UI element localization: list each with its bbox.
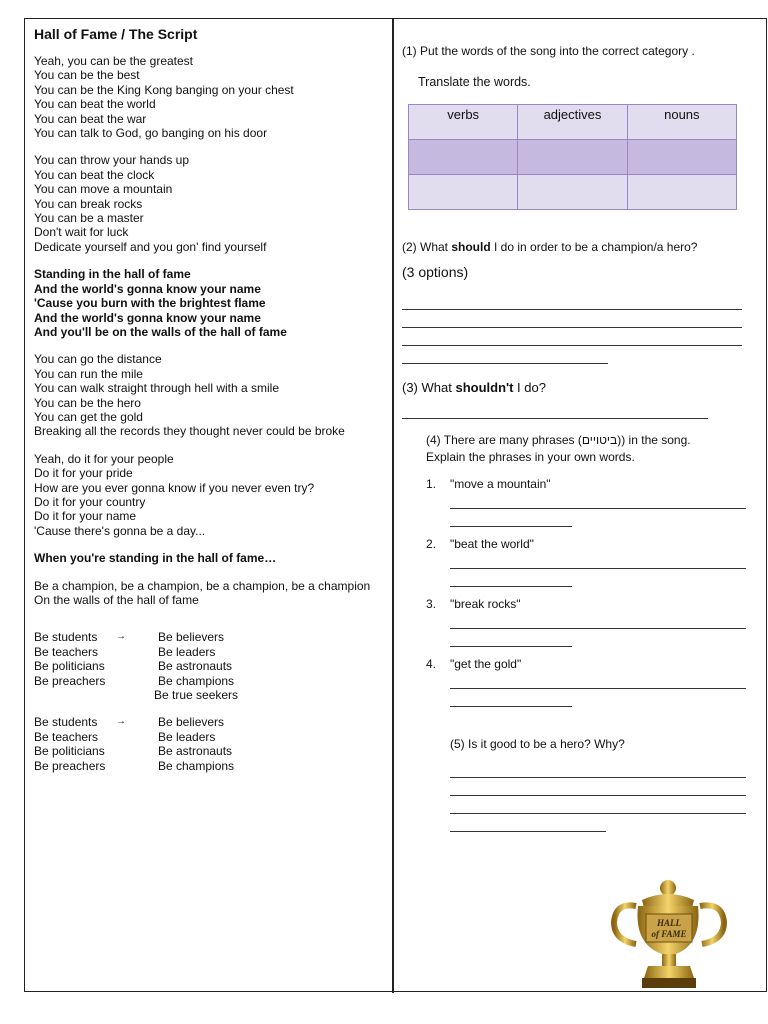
- lyric-line: Dedicate yourself and you gon' find yourself: [34, 239, 267, 254]
- trophy-label-1: HALL: [657, 918, 681, 928]
- lyric-line: 'Cause you burn with the brightest flame: [34, 296, 266, 311]
- arrow-icon: →: [116, 631, 126, 643]
- table-cell[interactable]: [409, 175, 518, 210]
- lyric-line: Do it for your country: [34, 494, 146, 509]
- pairs-block-1: [34, 630, 390, 702]
- answer-line[interactable]: [402, 310, 742, 328]
- answer-line[interactable]: [402, 328, 742, 346]
- trophy-label-2: of FAME: [651, 929, 687, 939]
- question-2: (2) What should I do in order to be a champion/a hero?: [402, 240, 698, 254]
- answer-line[interactable]: [450, 760, 746, 778]
- question-2-sub: (3 options): [402, 264, 469, 280]
- answer-lines: [450, 611, 746, 647]
- lyric-line: You can be the best: [34, 68, 140, 83]
- pair-row: [34, 759, 390, 773]
- phrase-item: 3. "break rocks": [402, 597, 752, 647]
- answer-lines: [450, 551, 746, 587]
- lyric-line: On the walls of the hall of fame: [34, 593, 199, 607]
- pair-row: [34, 715, 390, 729]
- lyric-line: You can walk straight through hell with a smile: [34, 381, 280, 396]
- lyric-line: Yeah, you can be the greatest: [34, 54, 194, 68]
- lyric-line: When you're standing in the hall of fame…: [34, 551, 277, 566]
- lyric-line: You can go the distance: [34, 352, 162, 367]
- pair-left: Be politicians: [34, 744, 105, 759]
- pair-row: [34, 659, 390, 673]
- stanza-3: [34, 352, 390, 438]
- pair-left: Be teachers: [34, 729, 99, 744]
- lyric-line: Do it for your name: [34, 509, 137, 524]
- phrase-item: 1. "move a mountain": [402, 477, 752, 527]
- phrase-item: 4. "get the gold": [402, 657, 752, 707]
- lyric-line: You can beat the war: [34, 111, 147, 126]
- pair-row: [34, 688, 390, 702]
- answer-lines: [450, 491, 746, 527]
- lyric-line: How are you ever gonna know if you never even try?: [34, 480, 315, 495]
- pair-right: Be believers: [158, 715, 225, 730]
- table-cell[interactable]: [627, 140, 736, 175]
- lyric-line: You can throw your hands up: [34, 153, 189, 168]
- answer-lines-3: [402, 401, 708, 419]
- lyric-line: Yeah, do it for your people: [34, 451, 174, 466]
- lyric-line: You can be the hero: [34, 395, 141, 410]
- answer-line[interactable]: [450, 814, 606, 832]
- lyric-line: You can beat the world: [34, 97, 156, 112]
- answer-line[interactable]: [450, 551, 746, 569]
- trophy-handle-left: [614, 905, 636, 944]
- pair-right: Be leaders: [158, 644, 216, 659]
- pair-right: Be astronauts: [158, 659, 233, 674]
- question-4-line1: (4) There are many phrases (ביטויים)) in the song.: [426, 433, 691, 447]
- pair-right: Be true seekers: [154, 688, 239, 703]
- trophy-stem: [662, 954, 676, 966]
- pair-right: Be astronauts: [158, 744, 233, 759]
- pair-left: Be politicians: [34, 659, 105, 674]
- trophy-lid: [660, 880, 676, 896]
- lyric-line: 'Cause there's gonna be a day...: [34, 523, 206, 538]
- table-cell[interactable]: [627, 175, 736, 210]
- lyric-line: You can beat the clock: [34, 167, 155, 182]
- pair-left: Be students: [34, 630, 98, 645]
- answer-lines-2: [402, 292, 742, 364]
- pairs-block-2: [34, 715, 390, 773]
- trophy-icon: [606, 878, 744, 990]
- lyric-line: You can talk to God, go banging on his door: [34, 126, 268, 141]
- answer-lines: [450, 671, 746, 707]
- question-1-text: (1) Put the words of the song into the correct category .: [402, 44, 695, 58]
- question-4-line2: Explain the phrases in your own words.: [426, 450, 635, 464]
- lyrics-column: [34, 26, 390, 786]
- column-divider: [392, 18, 394, 993]
- category-table: [408, 104, 737, 210]
- question-5: (5) Is it good to be a hero? Why?: [450, 737, 625, 751]
- answer-line[interactable]: [450, 569, 572, 587]
- answer-line[interactable]: [450, 629, 572, 647]
- lyric-line: And the world's gonna know your name: [34, 310, 261, 325]
- lyric-line: Standing in the hall of fame: [34, 267, 191, 282]
- header-adjectives: adjectives: [518, 105, 627, 140]
- answer-line[interactable]: [450, 611, 746, 629]
- pair-row: [34, 630, 390, 644]
- arrow-icon: →: [116, 716, 126, 728]
- lyric-line: You can get the gold: [34, 409, 143, 424]
- lyric-line: And you'll be on the walls of the hall of fame: [34, 324, 287, 339]
- trophy-base: [644, 966, 694, 978]
- translate-instruction: Translate the words.: [418, 75, 531, 89]
- table-header-row: [409, 105, 737, 140]
- table-row: [409, 175, 737, 210]
- phrase-item: 2. "beat the world": [402, 537, 752, 587]
- pair-left: Be preachers: [34, 758, 106, 773]
- chorus: [34, 267, 390, 339]
- stanza-2: [34, 153, 390, 254]
- answer-line[interactable]: [450, 689, 572, 707]
- champion-stanza: [34, 579, 390, 608]
- table-cell[interactable]: [409, 140, 518, 175]
- pair-left: Be preachers: [34, 673, 106, 688]
- pair-right: Be believers: [158, 630, 225, 645]
- lyric-line: Do it for your pride: [34, 466, 133, 481]
- lyric-line: You can be a master: [34, 211, 144, 226]
- answer-line[interactable]: [402, 346, 608, 364]
- pair-right: Be champions: [158, 673, 235, 688]
- pair-right: Be leaders: [158, 729, 216, 744]
- pair-row: [34, 674, 390, 688]
- phrase-list: [402, 477, 752, 707]
- answer-line[interactable]: [450, 671, 746, 689]
- lyric-line: Don't wait for luck: [34, 225, 129, 240]
- trophy-rim: [642, 894, 694, 908]
- lyric-line: You can run the mile: [34, 366, 143, 381]
- lyric-line: You can break rocks: [34, 196, 143, 211]
- header-verbs: verbs: [409, 105, 518, 140]
- pair-row: [34, 744, 390, 758]
- pair-left: Be teachers: [34, 644, 99, 659]
- lyric-line: You can move a mountain: [34, 182, 173, 197]
- answer-lines-5: [450, 760, 746, 832]
- questions-column: [402, 26, 752, 832]
- answer-line[interactable]: [450, 796, 746, 814]
- lyric-line: Breaking all the records they thought never could be broke: [34, 424, 345, 439]
- pair-right: Be champions: [158, 758, 235, 773]
- lyric-line: And the world's gonna know your name: [34, 281, 261, 296]
- pair-left: Be students: [34, 715, 98, 730]
- stanza-1: [34, 54, 390, 140]
- lyric-line: You can be the King Kong banging on your chest: [34, 82, 294, 97]
- pair-row: [34, 730, 390, 744]
- table-cell[interactable]: [518, 175, 627, 210]
- answer-line[interactable]: [450, 778, 746, 796]
- trophy-handle-right: [700, 905, 724, 944]
- header-nouns: nouns: [627, 105, 736, 140]
- table-cell[interactable]: [518, 140, 627, 175]
- answer-line[interactable]: [402, 401, 708, 419]
- bridge: [34, 551, 390, 565]
- pair-row: [34, 645, 390, 659]
- answer-line[interactable]: [402, 292, 742, 310]
- answer-line[interactable]: [450, 491, 746, 509]
- question-3: (3) What shouldn't I do?: [402, 380, 546, 395]
- trophy-plinth: [642, 978, 696, 988]
- stanza-4: [34, 452, 390, 538]
- answer-line[interactable]: [450, 509, 572, 527]
- lyric-line: Be a champion, be a champion, be a champion, be a champion: [34, 578, 371, 593]
- song-title: Hall of Fame / The Script: [34, 26, 198, 42]
- table-row: [409, 140, 737, 175]
